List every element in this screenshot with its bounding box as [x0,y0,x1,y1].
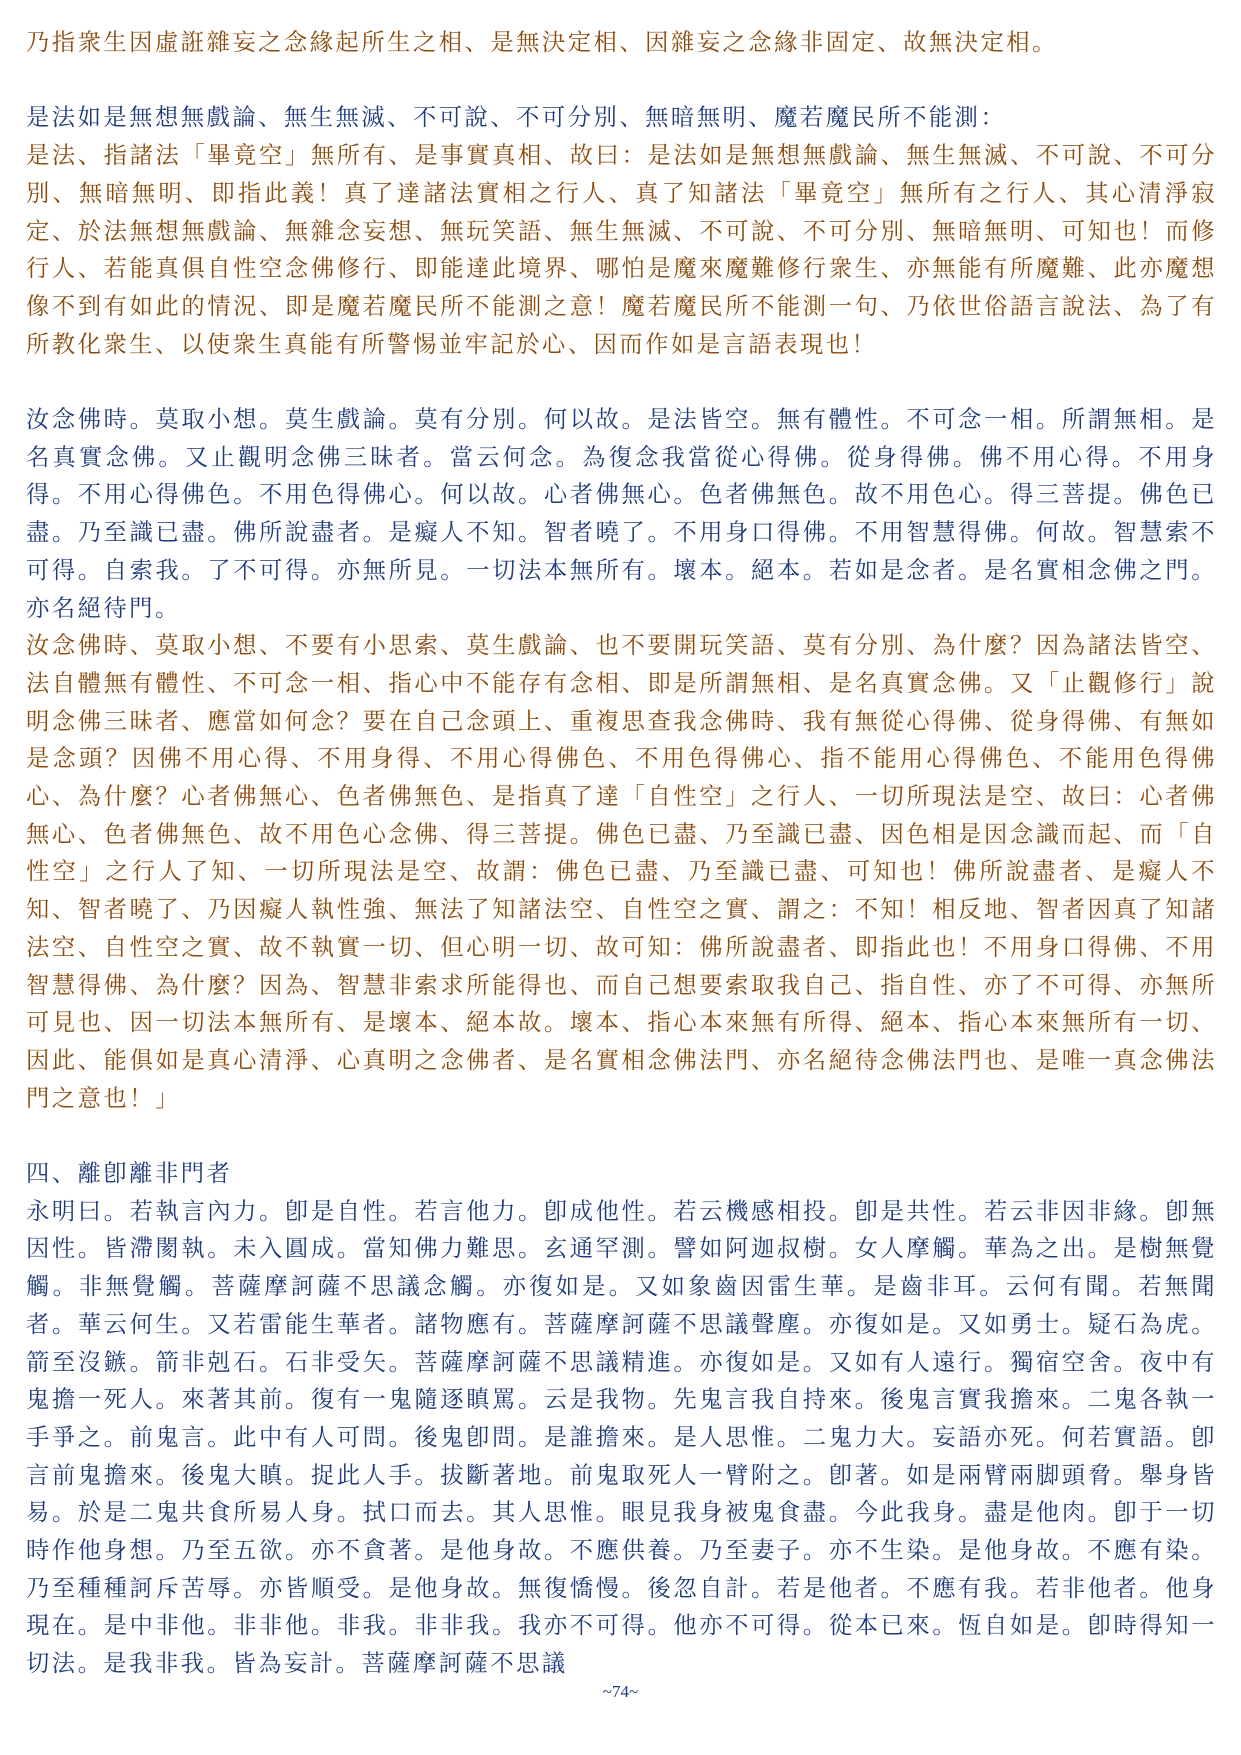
paragraph-gap [26,363,1217,401]
page-number: ~74~ [602,1682,639,1701]
scripture-paragraph: 四、離卽離非門者 [26,1160,233,1188]
document-body [26,24,1217,1683]
scripture-paragraph: 永明曰。若執言內力。卽是自性。若言他力。卽成他性。若云機感相投。卽是共性。若云非因非緣。卽無因性。皆滯閡執。未入圓成。當知佛力難思。玄通罕測。譬如阿迦叔樹。女人摩觸。華為之出。是樹無覺觸。非無覺觸。菩薩摩訶薩不思議念觸。亦復如是。又如象齒因雷生華。是齒非耳。云何有聞。若無聞者。華云何生。又若雷能生華者。諸物應有。菩薩摩訶薩不思議聲塵。亦復如是。又如勇士。疑石為虎。箭至沒鏃。箭非剋石。石非受矢。菩薩摩訶薩不思議精進。亦復如是。又如有人遠行。獨宿空舍。夜中有鬼擔一死人。來著其前。復有一鬼隨逐瞋罵。云是我物。先鬼言我自持來。後鬼言實我擔來。二鬼各執一手爭之。前鬼言。此中有人可問。後鬼卽問。是誰擔來。是人思惟。二鬼力大。妄語亦死。何若實語。卽言前鬼擔來。後鬼大瞋。捉此人手。拔斷著地。前鬼取死人一臂附之。卽著。如是兩臂兩脚頭脅。舉身皆易。於是二鬼共食所易人身。拭口而去。其人思惟。眼見我身被鬼食盡。今此我身。盡是他肉。卽于一切時作他身想。乃至五欲。亦不貪著。是他身故。不應供養。乃至妻子。亦不生染。是他身故。不應有染。乃至種種訶斥苦辱。亦皆順受。是他身故。無復憍慢。後忽自計。若是他者。不應有我。若非他者。他身現在。是中非他。非非他。非我。非非我。我亦不可得。他亦不可得。從本已來。恆自如是。卽時得知一切法。是我非我。皆為妄計。菩薩摩訶薩不思議 [26,1197,1217,1678]
scripture-paragraph: 是法如是無想無戲論、無生無滅、不可說、不可分別、無暗無明、魔若魔民所不能測： [26,104,1007,132]
commentary-paragraph: 乃指衆生因虛誑雜妄之念緣起所生之相、是無決定相、因雜妄之念緣非固定、故無決定相。 [26,29,1058,56]
commentary-paragraph: 是法、指諸法「畢竟空」無所有、是事實真相、故曰：是法如是無想無戲論、無生無滅、不可說、不可分別、無暗無明、即指此義！真了達諸法實相之行人、真了知諸法「畢竟空」無所有之行人、其心清淨寂定、於法無想無戲論、無雜念妄想、無玩笑語、無生無滅、不可說、不可分別、無暗無明、可知也！而修行人、若能真俱自性空念佛修行、即能達此境界、哪怕是魔來魔難修行衆生、亦無能有所魔難、此亦魔想像不到有如此的情況、即是魔若魔民所不能測之意！魔若魔民所不能測一句、乃依世俗語言說法、為了有所教化衆生、以使衆生真能有所警惕並牢記於心、因而作如是言語表現也！ [26,142,1217,358]
paragraph-gap [26,1117,1217,1155]
scripture-paragraph: 汝念佛時。莫取小想。莫生戲論。莫有分別。何以故。是法皆空。無有體性。不可念一相。所謂無相。是名真實念佛。又止觀明念佛三昧者。當云何念。為復念我當從心得佛。從身得佛。佛不用心得。不用身得。不用心得佛色。不用色得佛心。何以故。心者佛無心。色者佛無色。故不用色心。得三菩提。佛色已盡。乃至識已盡。佛所說盡者。是癡人不知。智者曉了。不用身口得佛。不用智慧得佛。何故。智慧索不可得。自索我。了不可得。亦無所見。一切法本無所有。壞本。絕本。若如是念者。是名實相念佛之門。亦名絕待門。 [26,406,1217,622]
paragraph-gap [26,62,1217,100]
commentary-paragraph: 汝念佛時、莫取小想、不要有小思索、莫生戲論、也不要開玩笑語、莫有分別、為什麼？因為諸法皆空、法自體無有體性、不可念一相、指心中不能存有念相、即是所謂無相、是名真實念佛。又「止觀修行」說明念佛三昧者、應當如何念？要在自己念頭上、重複思查我念佛時、我有無從心得佛、從身得佛、有無如是念頭？因佛不用心得、不用身得、不用心得佛色、不用色得佛心、指不能用心得佛色、不能用色得佛心、為什麼？心者佛無心、色者佛無色、是指真了達「自性空」之行人、一切所現法是空、故曰：心者佛無心、色者佛無色、故不用色心念佛、得三菩提。佛色已盡、乃至識已盡、因色相是因念識而起、而「自性空」之行人了知、一切所現法是空、故謂：佛色已盡、乃至識已盡、可知也！佛所說盡者、是癡人不知、智者曉了、乃因癡人執性強、無法了知諸法空、自性空之實、謂之：不知！相反地、智者因真了知諸法空、自性空之實、故不執實一切、但心明一切、故可知：佛所說盡者、即指此也！不用身口得佛、不用智慧得佛、為什麼？因為、智慧非索求所能得也、而自己想要索取我自己、指自性、亦了不可得、亦無所可見也、因一切法本無所有、是壞本、絕本故。壞本、指心本來無有所得、絕本、指心本來無所有一切、因此、能俱如是真心清淨、心真明之念佛者、是名實相念佛法門、亦名絕待念佛法門也、是唯一真念佛法門之意也！」 [26,632,1217,1112]
